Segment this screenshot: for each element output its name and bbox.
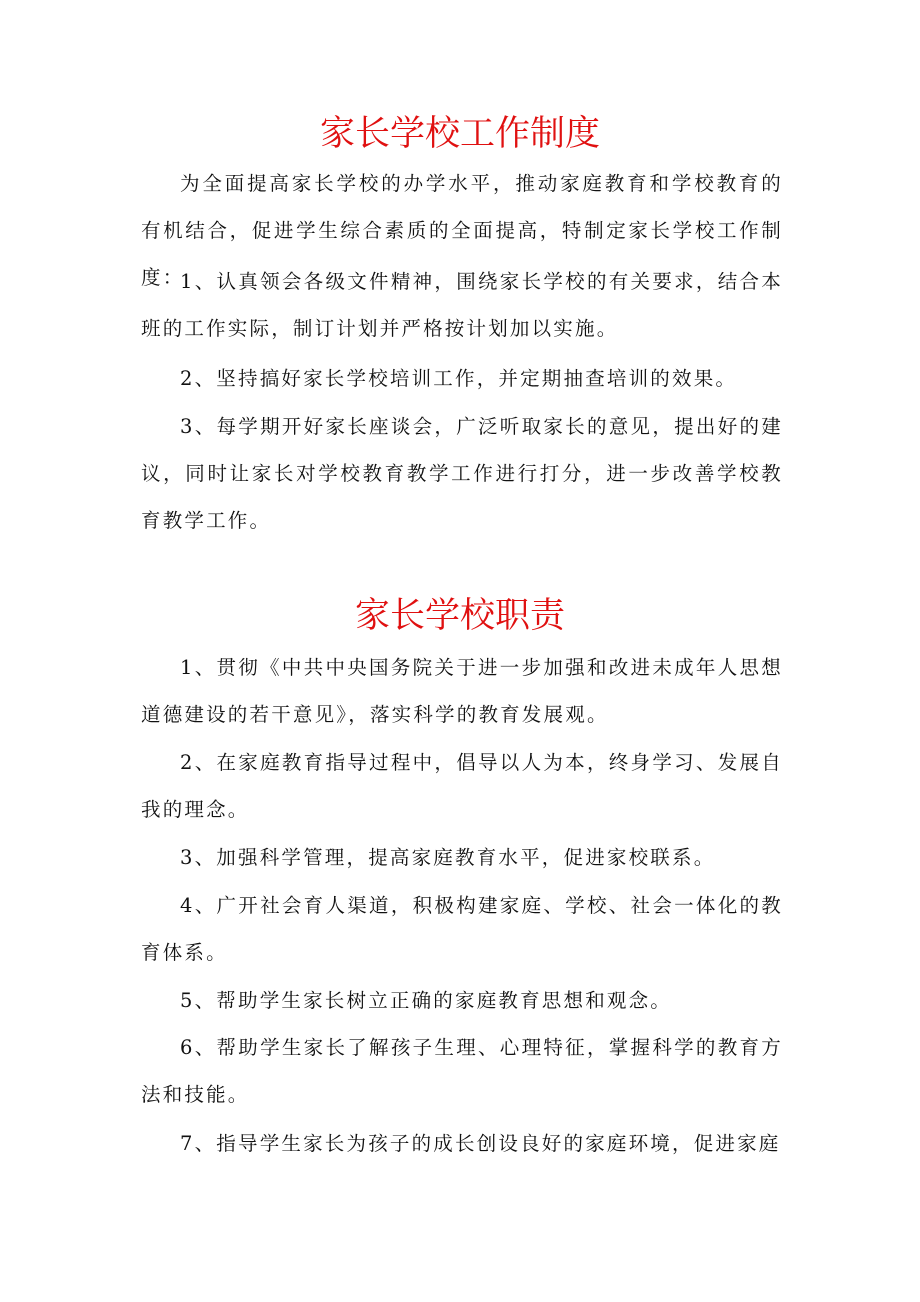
duties-item-4: 4、广开社会育人渠道，积极构建家庭、学校、社会一体化的教育体系。 (141, 894, 783, 964)
duties-item-3: 3、加强科学管理，提高家庭教育水平，促进家校联系。 (180, 846, 716, 869)
duties-item-1: 1、贯彻《中共中央国务院关于进一步加强和改进未成年人思想道德建设的若干意见》，落实科学的教育发展观。 (141, 656, 783, 726)
system-item-2: 2、坚持搞好家长学校培训工作，并定期抽查培训的效果。 (180, 367, 738, 390)
duties-item-2: 2、在家庭教育指导过程中，倡导以人为本，终身学习、发展自我的理念。 (141, 751, 783, 821)
system-title: 家长学校工作制度 (319, 114, 600, 154)
duties-item-7: 7、指导学生家长为孩子的成长创设良好的家庭环境，促进家庭 (180, 1132, 781, 1155)
system-item-3: 3、每学期开好家长座谈会，广泛听取家长的意见，提出好的建议，同时让家长对学校教育教学工作进行打分，进一步改善学校教育教学工作。 (141, 415, 783, 532)
duties-item-6: 6、帮助学生家长了解孩子生理、心理特征，掌握科学的教育方法和技能。 (141, 1036, 783, 1106)
system-intro-paragraph: 为全面提高家长学校的办学水平，推动家庭教育和学校教育的有机结合，促进学生综合素质的全面提高，特制定家长学校工作制度： (141, 172, 783, 289)
duties-item-5: 5、帮助学生家长树立正确的家庭教育思想和观念。 (180, 989, 673, 1012)
system-item-1: 1、认真领会各级文件精神，围绕家长学校的有关要求，结合本班的工作实际，制订计划并严格按计划加以实施。 (141, 270, 783, 340)
duties-title: 家长学校职责 (354, 596, 565, 636)
